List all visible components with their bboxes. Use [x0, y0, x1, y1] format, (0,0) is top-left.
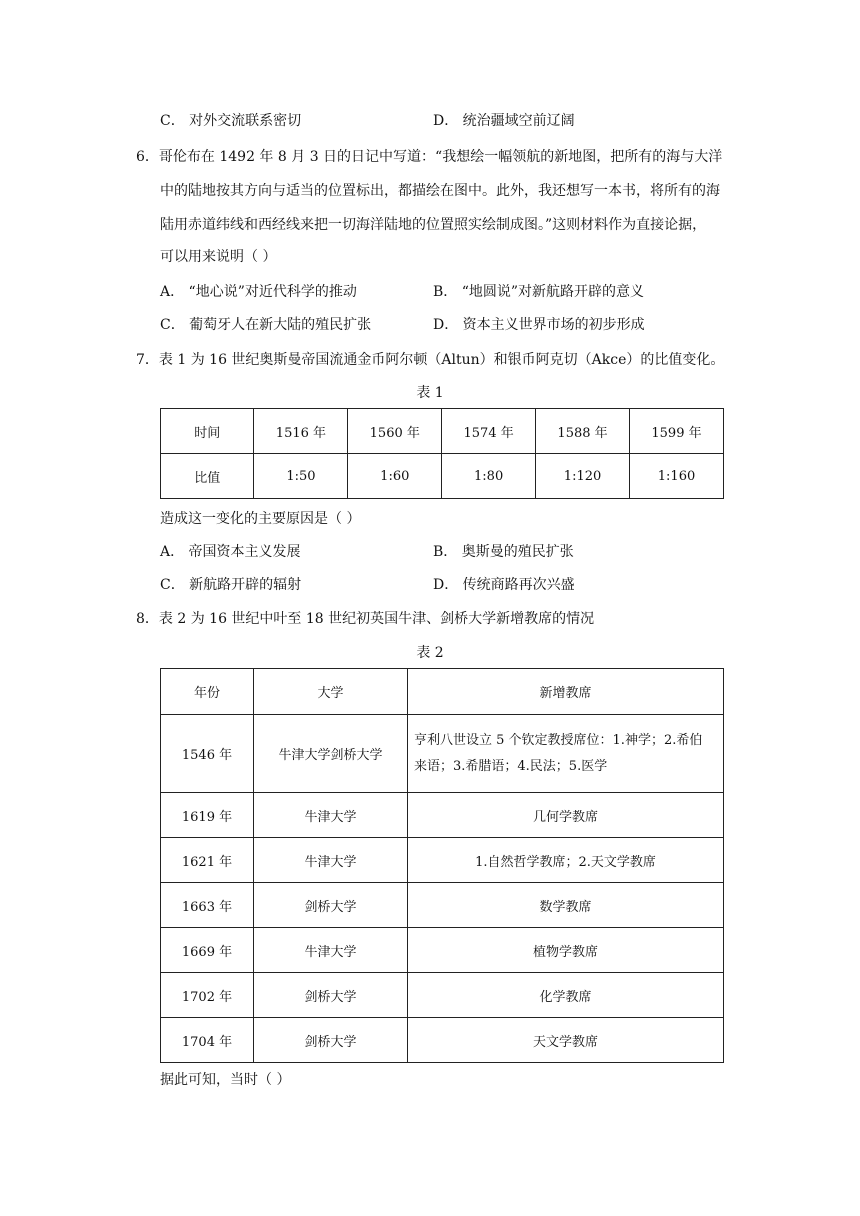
q5-option-d: D． 统治疆域空前辽阔 — [433, 113, 575, 129]
table-2-university: 剑桥大学 — [254, 973, 408, 1018]
table-1-year: 1516 年 — [254, 409, 348, 454]
table-1-ratio-row — [161, 454, 724, 499]
table-2-header-chair: 新增教席 — [408, 669, 724, 715]
table-row — [161, 1018, 724, 1063]
table-2-chair: 植物学教席 — [408, 928, 724, 973]
table-2-year: 1621 年 — [161, 838, 254, 883]
table-1 — [160, 408, 724, 499]
table-2-header-year: 年份 — [161, 669, 254, 715]
table-2-chair: 化学教席 — [408, 973, 724, 1018]
table-row — [161, 883, 724, 928]
q8-question: 据此可知，当时（ ） — [160, 1072, 291, 1088]
table2-caption: 表 2 — [416, 645, 444, 661]
table-1-header-ratio: 比值 — [161, 454, 254, 499]
q7-option-b: B． 奥斯曼的殖民扩张 — [433, 544, 574, 560]
q6-option-d: D． 资本主义世界市场的初步形成 — [433, 317, 645, 333]
table-2-chair-line: 亨利八世设立 5 个钦定教授席位：1.神学；2.希伯 — [414, 732, 703, 748]
table-2-chair — [408, 715, 724, 793]
table-2-chair: 几何学教席 — [408, 793, 724, 838]
table-2-chair: 数学教席 — [408, 883, 724, 928]
table-2-header-university: 大学 — [254, 669, 408, 715]
q6-option-c: C． 葡萄牙人在新大陆的殖民扩张 — [160, 317, 372, 333]
q7-option-a: A． 帝国资本主义发展 — [160, 544, 301, 560]
table-2-chair-line: 来语；3.希腊语；4.民法；5.医学 — [414, 758, 608, 774]
q6-stem-line-3: 陆用赤道纬线和西经线来把一切海洋陆地的位置照实绘制成图。”这则材料作为直接论据， — [160, 217, 707, 233]
table-2-year: 1619 年 — [161, 793, 254, 838]
table-row — [161, 715, 724, 793]
table-1-ratio: 1:160 — [630, 454, 724, 499]
q6-option-a: A． “地心说”对近代科学的推动 — [160, 284, 357, 300]
table-1-ratio: 1:120 — [536, 454, 630, 499]
table-2-university: 牛津大学 — [254, 838, 408, 883]
table-2-chair: 天文学教席 — [408, 1018, 724, 1063]
table-2-year: 1546 年 — [161, 715, 254, 793]
table-2-year: 1669 年 — [161, 928, 254, 973]
q7-stem: 7．表 1 为 16 世纪奥斯曼帝国流通金币阿尔顿（Altun）和银币阿克切（Akce）的比值变化。 — [136, 352, 725, 368]
q8-stem: 8．表 2 为 16 世纪中叶至 18 世纪初英国牛津、剑桥大学新增教席的情况 — [136, 611, 595, 627]
table-2-year: 1702 年 — [161, 973, 254, 1018]
table-1-year: 1588 年 — [536, 409, 630, 454]
table-1-ratio: 1:80 — [442, 454, 536, 499]
q7-question: 造成这一变化的主要原因是（ ） — [160, 511, 361, 527]
table-1-ratio: 1:60 — [348, 454, 442, 499]
table-1-year: 1560 年 — [348, 409, 442, 454]
table-row — [161, 838, 724, 883]
table-2 — [160, 668, 724, 1063]
table-2-university: 剑桥大学 — [254, 883, 408, 928]
table-row — [161, 928, 724, 973]
table-2-year: 1663 年 — [161, 883, 254, 928]
q7-option-d: D． 传统商路再次兴盛 — [433, 577, 575, 593]
table-1-ratio: 1:50 — [254, 454, 348, 499]
table-2-university: 牛津大学 — [254, 793, 408, 838]
q6-stem-line-4: 可以用来说明（ ） — [160, 249, 277, 265]
table-1-year-row — [161, 409, 724, 454]
table-1-year: 1599 年 — [630, 409, 724, 454]
table-2-chair: 1.自然哲学教席；2.天文学教席 — [408, 838, 724, 883]
q5-option-c: C． 对外交流联系密切 — [160, 113, 302, 129]
table-1-header-time: 时间 — [161, 409, 254, 454]
table-2-university: 牛津大学 — [254, 928, 408, 973]
q6-option-b: B． “地圆说”对新航路开辟的意义 — [433, 284, 645, 300]
q6-stem-line-1: 6．哥伦布在 1492 年 8 月 3 日的日记中写道：“我想绘一幅领航的新地图，把所有的海与大洋 — [136, 149, 723, 165]
table-2-university: 剑桥大学 — [254, 1018, 408, 1063]
table-2-university: 牛津大学剑桥大学 — [254, 715, 408, 793]
table-1-year: 1574 年 — [442, 409, 536, 454]
q6-stem-line-2: 中的陆地按其方向与适当的位置标出，都描绘在图中。此外，我还想写一本书，将所有的海 — [160, 183, 720, 199]
table-row — [161, 793, 724, 838]
q7-option-c: C． 新航路开辟的辐射 — [160, 577, 302, 593]
table1-caption: 表 1 — [416, 385, 444, 401]
table-row — [161, 973, 724, 1018]
table-2-header-row — [161, 669, 724, 715]
table-2-year: 1704 年 — [161, 1018, 254, 1063]
